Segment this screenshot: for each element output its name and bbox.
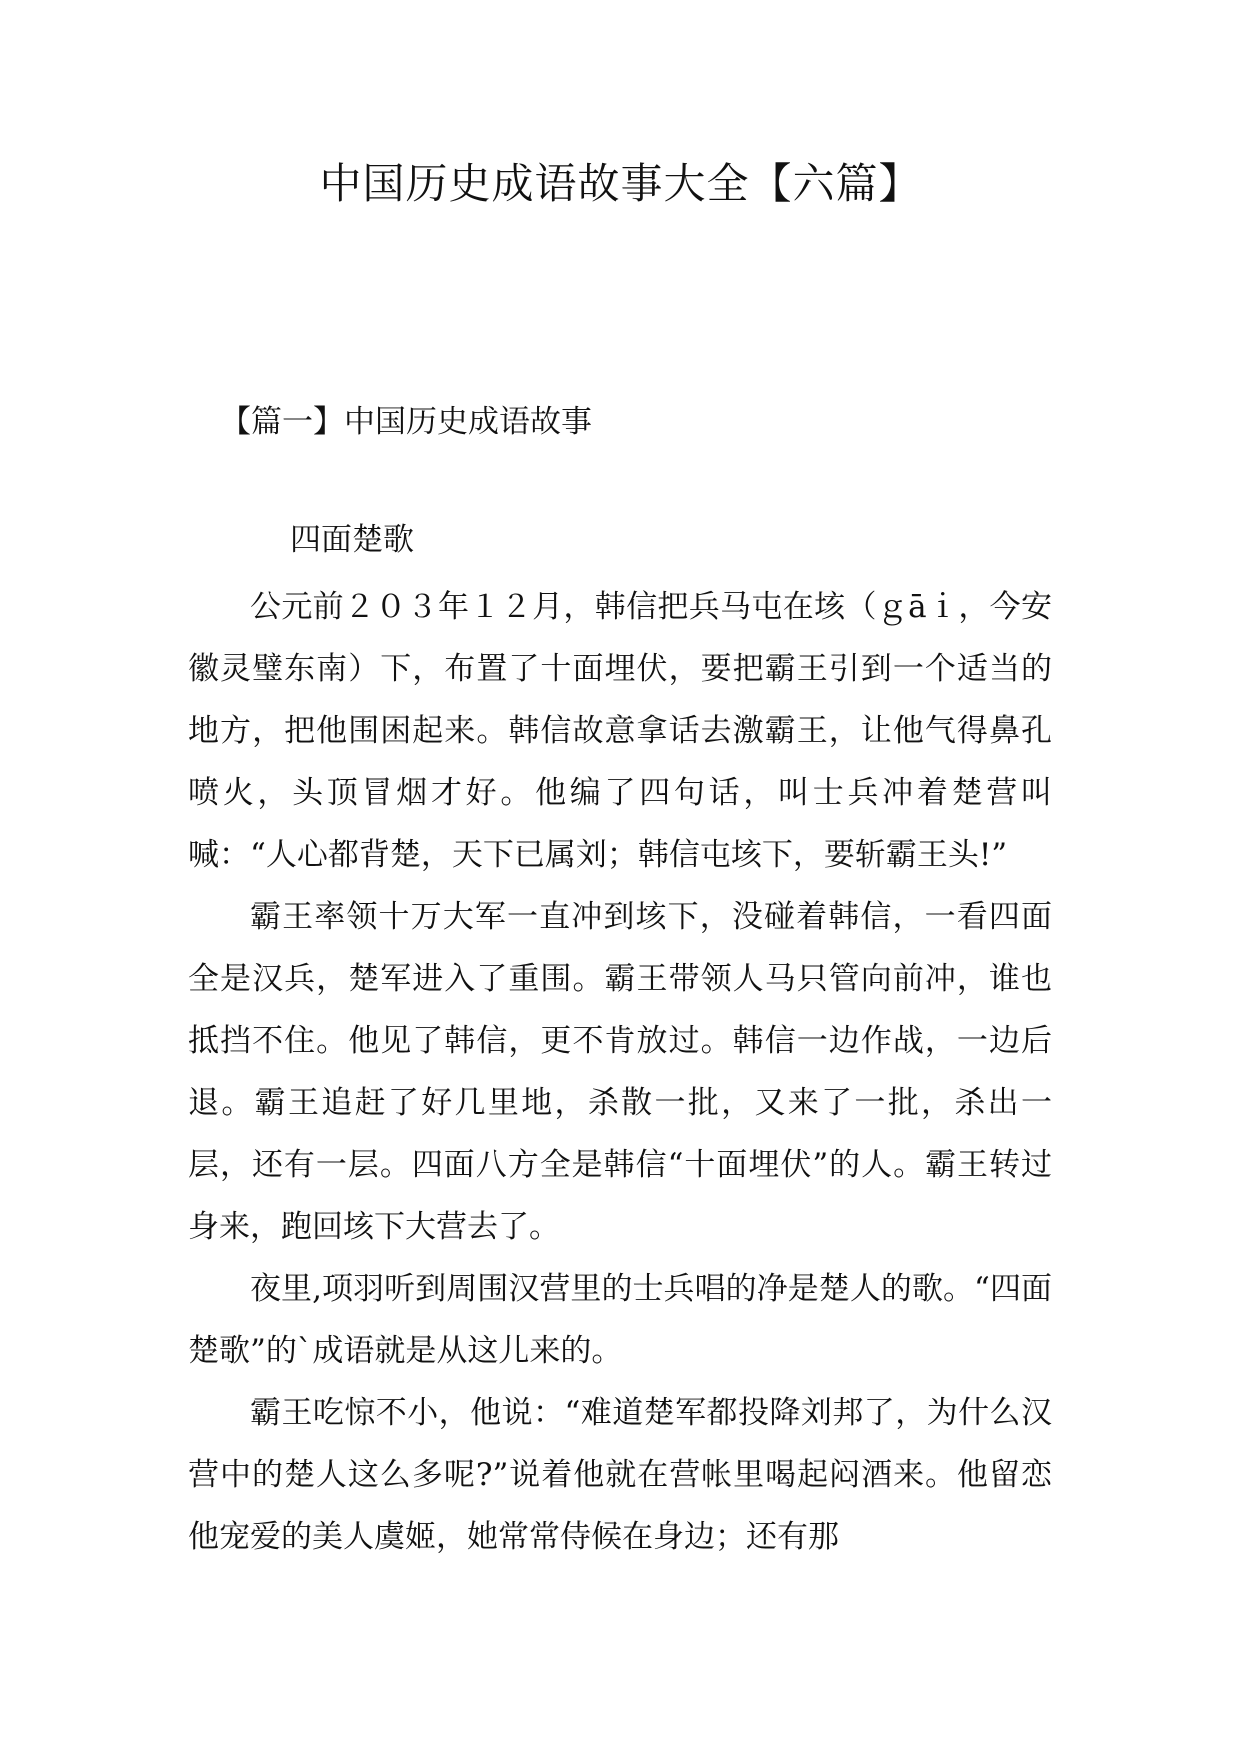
story-title: 四面楚歌 bbox=[290, 522, 414, 558]
paragraph: 霸王率领十万大军一直冲到垓下，没碰着韩信，一看四面全是汉兵，楚军进入了重围。霸王带领人马只管向前冲，谁也抵挡不住。他见了韩信，更不肯放过。韩信一边作战，一边后退。霸王追赶了好几里地，杀散一批，又来了一批，杀出一层，还有一层。四面八方全是韩信“十面埋伏”的人。霸王转过身来，跑回垓下大营去了。 bbox=[188, 899, 1052, 1245]
story-body bbox=[188, 576, 1052, 1568]
section-heading: 【篇一】中国历史成语故事 bbox=[220, 404, 592, 440]
paragraph: 夜里,项羽听到周围汉营里的士兵唱的净是楚人的歌。“四面楚歌”的`成语就是从这儿来的。 bbox=[188, 1271, 1052, 1369]
paragraph: 霸王吃惊不小，他说：“难道楚军都投降刘邦了，为什么汉营中的楚人这么多呢?”说着他就在营帐里喝起闷酒来。他留恋他宠爱的美人虞姬，她常常侍候在身边；还有那 bbox=[188, 1395, 1052, 1555]
document-title: 中国历史成语故事大全【六篇】 bbox=[319, 159, 922, 208]
paragraph: 公元前２０３年１２月，韩信把兵马屯在垓（ｇāｉ，今安徽灵璧东南）下，布置了十面埋伏，要把霸王引到一个适当的地方，把他围困起来。韩信故意拿话去激霸王，让他气得鼻孔喷火，头顶冒烟才好。他编了四句话，叫士兵冲着楚营叫喊：“人心都背楚，天下已属刘；韩信屯垓下，要斩霸王头!” bbox=[188, 589, 1052, 873]
